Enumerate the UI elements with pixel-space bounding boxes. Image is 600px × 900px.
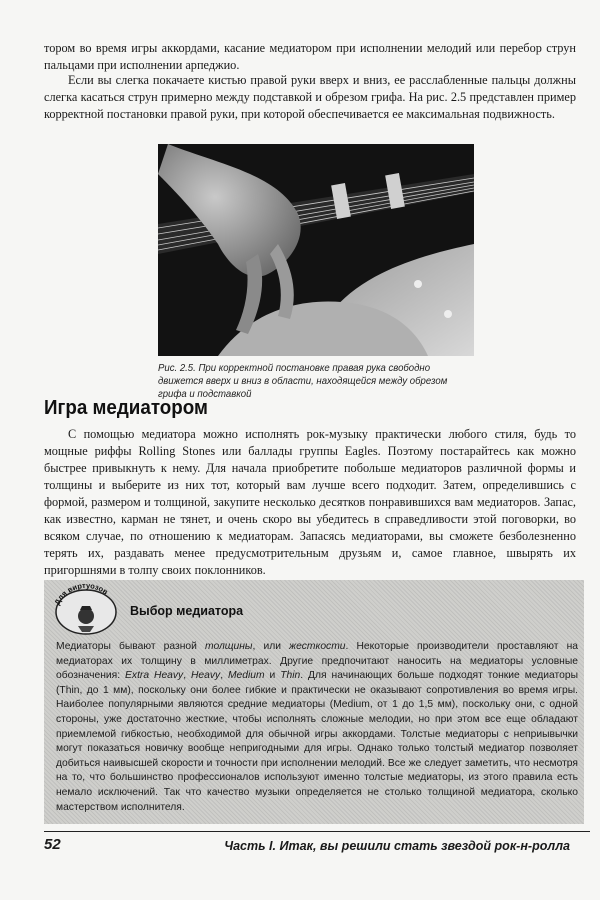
figure-photo-guitar-hand xyxy=(158,144,474,356)
paragraph-continued: тором во время игры аккордами, касание медиатором при исполнении мелодий или перебор струн пальцами при исполнении арпеджио. xyxy=(44,41,576,72)
guitar-photo-illustration xyxy=(158,144,474,356)
page-number: 52 xyxy=(44,836,61,853)
virtuoso-badge-icon xyxy=(50,582,122,636)
sidebar-body-text: Медиаторы бывают разной толщины, или жесткости. Некоторые производители проставляют на медиаторах их толщину в миллиметрах. Другие предпочитают наносить на медиаторы условные обозначения: Extra Heavy, Heavy, Medium и Thin. Для начинающих больше подходят тонкие медиаторы (Thin, до 1 мм), поскольку они более гибкие и практически не оказывают сопротивления во время игры. Наиболее популярными являются средние медиаторы (Medium, от 1 до 1,5 мм), поскольку они, с одной стороны, уже достаточно жесткие, чтобы исполнять сложные мелодии, но при этом все еще обладают приемлемой гибкостью, необходимой для обычной игры аккордами. Толстые медиаторы с неприывычки могут показаться новичку вообще непригодными для игры. Однако только толстый медиатор позволяет добиться наивысшей скорости и точности при исполнении мелодий. Все же следует заметить, что несмотря на то, что большинство профессионалов используют именно толстые медиаторы, из этого правила есть немало исключений. Так что качество музыки определяется не столько толщиной медиатора, сколько мастерством исполнителя. xyxy=(56,641,578,813)
running-title: Часть I. Итак, вы решили стать звездой рок-н-ролла xyxy=(224,838,570,853)
figure-caption: Рис. 2.5. При корректной постановке правая рука свободно движется вверх и вниз в области, находящейся между обрезом грифа и подставкой xyxy=(158,363,448,400)
sidebar-title: Выбор медиатора xyxy=(130,604,244,618)
paragraph-hand-position: Если вы слегка покачаете кистью правой руки вверх и вниз, ее расслабленные пальцы должны слегка касаться струн примерно между подставкой и обрезом грифа. На рис. 2.5 представлен пример корректной постановки правой руки, при которой обеспечивается ее максимальная подвижность. xyxy=(44,73,576,121)
paragraph-pick-playing: С помощью медиатора можно исполнять рок-музыку практически любого стиля, будь то мощные риффы Rolling Stones или баллады группы Eagles. Поэтому постарайтесь как можно быстрее привыкнуть к нему. Для начала приобретите побольше медиаторов различной формы и толщины и выберите из них тот, который вам лучше всего подходит. Затем, определившись с формой, размером и толщиной, закупите несколько десятков понравившихся вам медиаторов. Запас, как известно, карман не тянет, и очень скоро вы убедитесь в справедливости этой поговорки, во всяком случае, по отношению к медиаторам. Запасясь медиаторами, вы сможете безболезненно терять их, раздавать менее предусмотрительным друзьям и, самое главное, швырять их пригоршнями в толпу своих поклонников. xyxy=(44,427,576,577)
sidebar-box-virtuoso xyxy=(44,580,584,824)
badge-text: Для виртуозов xyxy=(52,582,110,607)
footer-divider xyxy=(44,831,590,832)
section-heading: Игра медиатором xyxy=(44,397,208,419)
